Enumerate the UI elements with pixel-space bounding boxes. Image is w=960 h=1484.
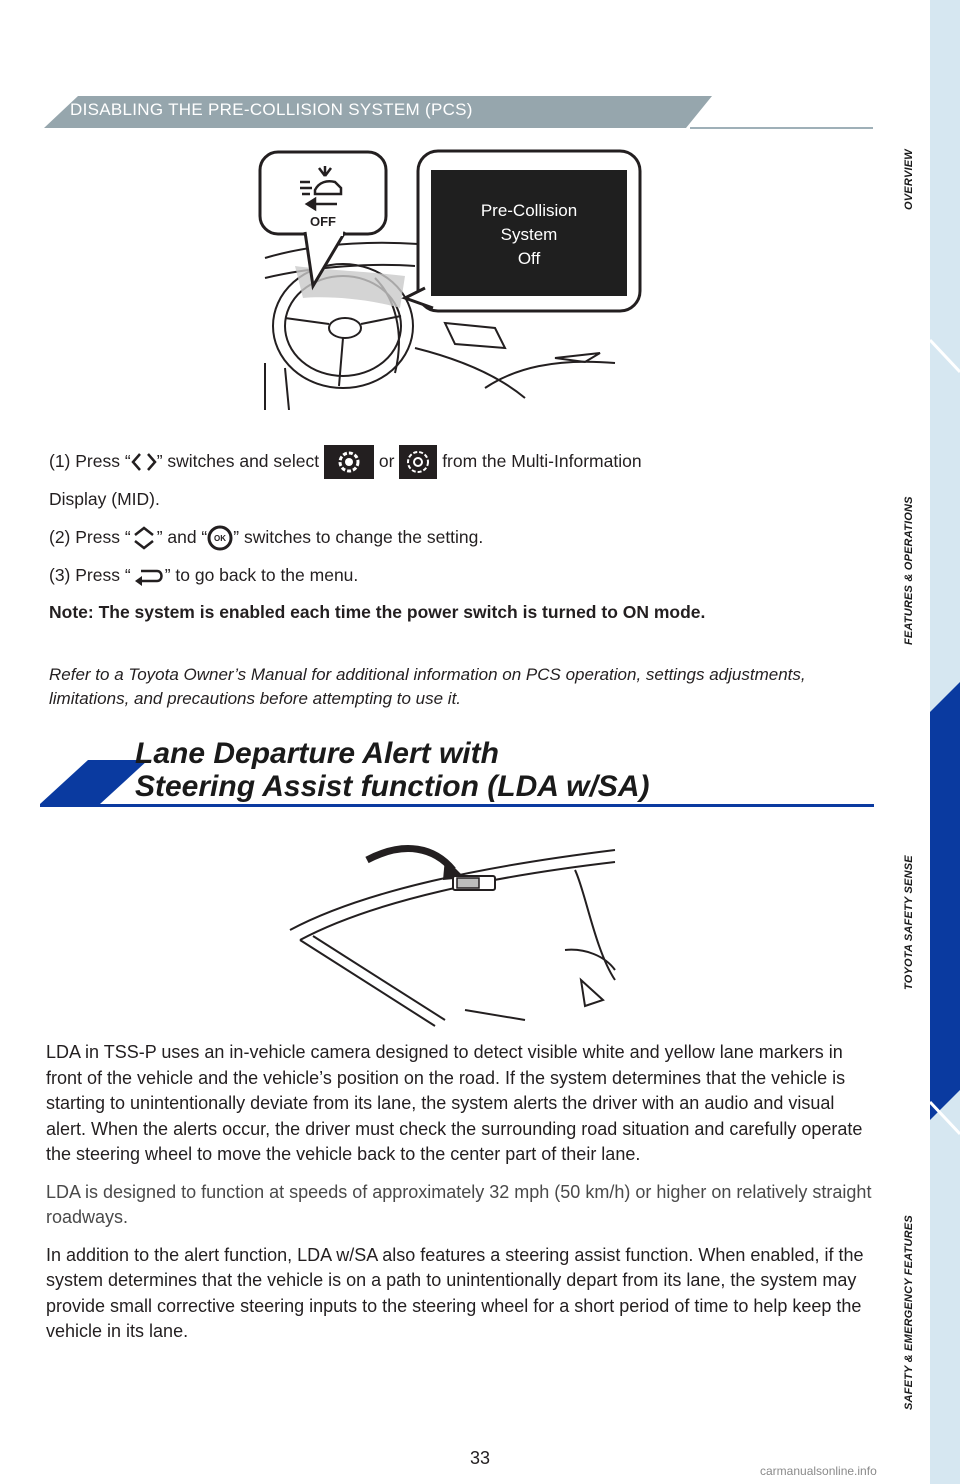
paragraph-2: LDA is designed to function at speeds of approximately 32 mph (50 km/h) or higher on relatively straight roadways. (46, 1181, 872, 1227)
paragraph-1: LDA in TSS-P uses an in-vehicle camera designed to detect visible white and yellow lane markers in front of the vehicle and the vehicle’s position on the road. If the system determines that the vehicle is starting to unintentionally deviate from its lane, the system alerts the driver with an audio and visual alert. When the alerts occur, the driver must check the surrounding road situation and carefully operate the steering wheel to move the vehicle back to the center part of their lane. (46, 1042, 863, 1164)
side-tab-features-operations[interactable]: FEATURES & OPERATIONS (903, 496, 915, 645)
side-tab-safety-emergency[interactable]: SAFETY & EMERGENCY FEATURES (903, 1215, 915, 1410)
vehicle-settings-gear-icon (399, 445, 437, 479)
settings-gear-icon (324, 445, 374, 479)
step-1-continued: Display (MID). (49, 489, 160, 509)
step-3: (3) Press “ ” to go back to the menu. (49, 556, 849, 594)
side-tab-graphics (878, 0, 960, 1484)
dashboard-illustration (255, 148, 650, 410)
windshield-camera-illustration (285, 830, 620, 1030)
step-1: (1) Press “ ” switches and select or from the Multi-Information (49, 442, 849, 480)
refer-text: Refer to a Toyota Owner’s Manual for additional information on PCS operation, settings adjustments, limitations, and precautions before attempting to use it. (49, 665, 806, 708)
up-down-arrows-icon (131, 526, 157, 550)
watermark: carmanualsonline.info (760, 1464, 877, 1478)
heading-rule (40, 804, 874, 807)
heading-accent-shape (40, 760, 150, 808)
mid-display-line3: Off (517, 249, 541, 268)
page-number: 33 (469, 1448, 491, 1468)
lda-description (46, 1040, 878, 1357)
instruction-steps (49, 442, 849, 594)
ok-button-icon (207, 525, 233, 551)
left-right-arrows-icon (131, 451, 157, 473)
mid-display-line2: System (500, 225, 558, 244)
step-2: (2) Press “ ” and “ OK ” switches to change the setting. (49, 518, 849, 556)
section-heading: Lane Departure Alert with Steering Assist function (LDA w/SA) (135, 737, 650, 803)
back-arrow-icon (131, 565, 165, 587)
note-text: Note: The system is enabled each time the power switch is turned to ON mode. (49, 602, 706, 622)
side-tab-overview[interactable]: OVERVIEW (903, 149, 915, 210)
camera-unit-icon (453, 876, 495, 890)
svg-text:OK: OK (214, 534, 227, 544)
paragraph-3: In addition to the alert function, LDA w/SA also features a steering assist function. When enabled, if the system determines that the vehicle is on a path to unintentionally depart from its lane, the system may provide small corrective steering inputs to the steering wheel for a short period of time to help keep the vehicle in its lane. (46, 1244, 864, 1341)
side-tab-toyota-safety-sense[interactable]: TOYOTA SAFETY SENSE (903, 855, 915, 990)
mid-display-line1: Pre-Collision (480, 201, 578, 220)
banner-rule (690, 127, 873, 129)
active-tab-shape (930, 682, 960, 1120)
section-banner-title: DISABLING THE PRE-COLLISION SYSTEM (PCS) (70, 100, 473, 119)
pcs-off-label: OFF (310, 214, 336, 229)
